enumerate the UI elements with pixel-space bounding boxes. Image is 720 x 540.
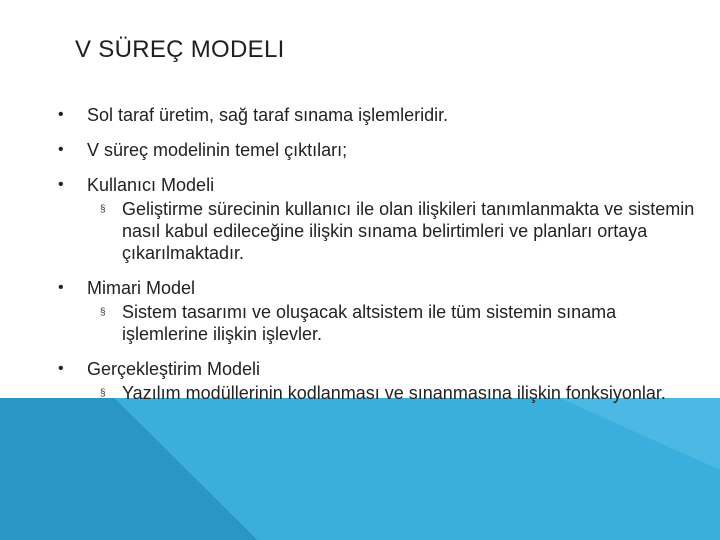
bullet-dot: •: [58, 360, 64, 377]
bullet-dot: •: [58, 279, 64, 296]
bullet-item: [58, 358, 698, 404]
sub-bullet-text: Sistem tasarımı ve oluşacak altsistem ile tüm sistemin sınama işlemlerine ilişkin işlevler.: [122, 302, 617, 344]
sub-bullet-item: [87, 301, 698, 345]
slide-title: V SÜREÇ MODELI: [75, 36, 285, 63]
bullet-item: [58, 277, 698, 345]
bullet-dot: •: [58, 106, 64, 123]
bullet-text: V süreç modelinin temel çıktıları;: [87, 140, 348, 160]
bullet-item: [58, 104, 698, 126]
sub-bullet-text: Geliştirme sürecinin kullanıcı ile olan ilişkileri tanımlanmakta ve sistemin nasıl kabul edileceğine ilişkin sınama belirtimleri ve planları ortaya çıkarılmaktadır.: [122, 199, 695, 263]
slide-content: [58, 104, 698, 417]
square-bullet-icon: §: [100, 307, 106, 318]
bullet-dot: •: [58, 176, 64, 193]
square-bullet-icon: §: [100, 388, 106, 399]
bullet-item: [58, 174, 698, 264]
square-bullet-icon: §: [100, 204, 106, 215]
sub-bullet-item: [87, 198, 698, 264]
bullet-dot: •: [58, 141, 64, 158]
bullet-item: [58, 139, 698, 161]
bullet-text: Gerçekleştirim Modeli: [87, 359, 261, 379]
bullet-text: Sol taraf üretim, sağ taraf sınama işlemleridir.: [87, 105, 449, 125]
bullet-text: Kullanıcı Modeli: [87, 175, 215, 195]
sub-bullet-item: [87, 382, 698, 404]
sub-bullet-text: Yazılım modüllerinin kodlanması ve sınanmasına ilişkin fonksiyonlar.: [122, 383, 666, 403]
bullet-text: Mimari Model: [87, 278, 196, 298]
